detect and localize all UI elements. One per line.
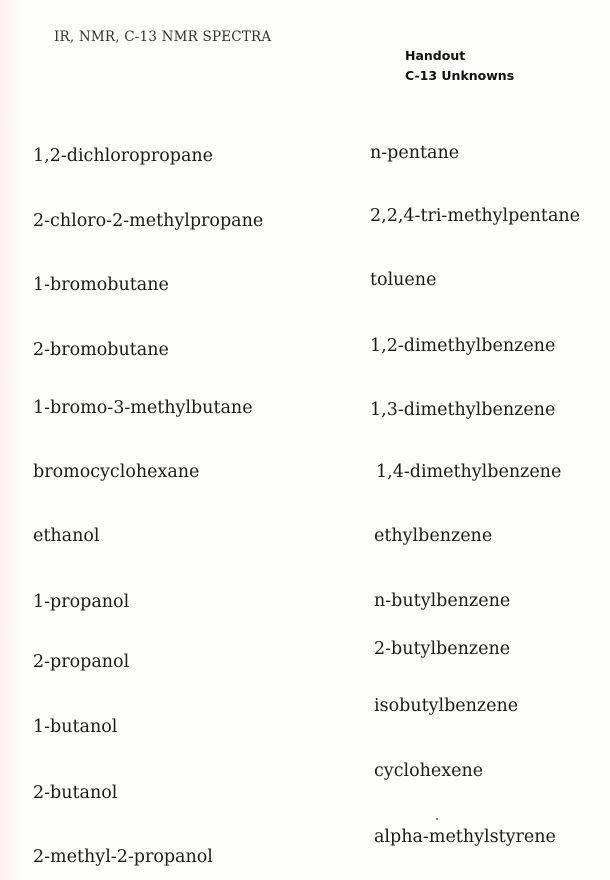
compound-left-7: ethanol bbox=[33, 526, 100, 546]
compound-right-1: n-pentane bbox=[370, 143, 460, 163]
compound-left-10: 1-butanol bbox=[33, 717, 118, 737]
handout-title: Handout bbox=[405, 48, 466, 63]
compound-left-6: bromocyclohexane bbox=[33, 462, 200, 482]
compound-left-3: 1-bromobutane bbox=[33, 275, 169, 295]
compound-left-5: 1-bromo-3-methylbutane bbox=[33, 398, 253, 418]
compound-right-9: 2-butylbenzene bbox=[374, 639, 511, 659]
compound-right-4: 1,2-dimethylbenzene bbox=[370, 336, 556, 356]
compound-right-10: isobutylbenzene bbox=[374, 696, 519, 716]
scan-speck bbox=[436, 818, 438, 820]
compound-left-4: 2-bromobutane bbox=[33, 340, 169, 360]
compound-right-12: alpha-methylstyrene bbox=[374, 827, 556, 847]
compound-right-5: 1,3-dimethylbenzene bbox=[370, 400, 556, 420]
compound-right-11: cyclohexene bbox=[374, 761, 484, 781]
compound-right-8: n-butylbenzene bbox=[374, 591, 511, 611]
compound-left-2: 2-chloro-2-methylpropane bbox=[33, 211, 264, 231]
compound-left-1: 1,2-dichloropropane bbox=[33, 146, 214, 166]
compound-left-12: 2-methyl-2-propanol bbox=[33, 847, 213, 867]
compound-right-2: 2,2,4-tri-methylpentane bbox=[370, 206, 581, 226]
compound-left-9: 2-propanol bbox=[33, 652, 130, 672]
course-heading: IR, NMR, C-13 NMR SPECTRA bbox=[54, 29, 272, 45]
compound-left-11: 2-butanol bbox=[33, 783, 118, 803]
compound-right-3: toluene bbox=[370, 270, 437, 290]
compound-right-6: 1,4-dimethylbenzene bbox=[376, 462, 562, 482]
compound-left-8: 1-propanol bbox=[33, 592, 130, 612]
compound-right-7: ethylbenzene bbox=[374, 526, 493, 546]
handout-subtitle: C-13 Unknowns bbox=[405, 68, 515, 83]
handout-label bbox=[405, 46, 514, 86]
